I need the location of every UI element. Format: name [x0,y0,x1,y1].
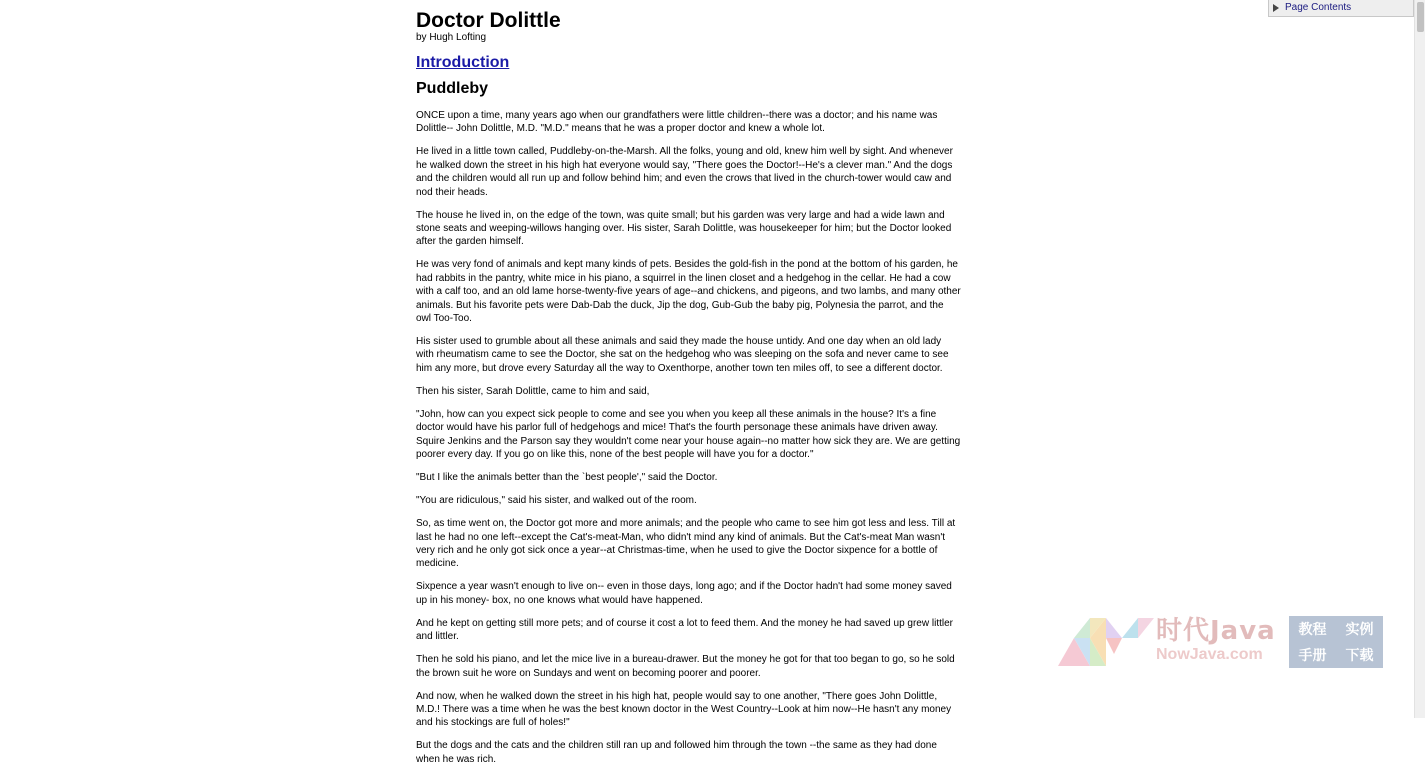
watermark [1058,614,1388,670]
disclosure-triangle-icon [1273,4,1279,12]
paragraph: And now, when he walked down the street in his high hat, people would say to one another, "There goes John Dolittle, M.D.! There was a time when he was the best known doctor in the West Country--Look at him now--He hasn't any money and his stockings are full of holes!" [416,690,952,729]
paragraph: He was very fond of animals and kept many kinds of pets. Besides the gold-fish in the pond at the bottom of his garden, he had rabbits in the pantry, white mice in his piano, a squirrel in the linen closet and a hedgehog in the cellar. He had a cow with a calf too, and an old lame horse-twenty-five years of age--and chickens, and pigeons, and two lambs, and many other animals. But his favorite pets were Dab-Dab the duck, Jip the dog, Gub-Gub the baby pig, Polynesia the parrot, and the owl Too-Too. [416,259,961,325]
watermark-logo-icon [1058,618,1154,666]
watermark-box-item: 下载 [1345,648,1374,664]
paragraph: The house he lived in, on the edge of the town, was quite small; but his garden was very large and had a wide lawn and stone seats and weeping-willows hanging over. His sister, Sarah Dolittle, was housekeeper for him; but the Doctor looked after the garden himself. [416,209,952,248]
page-contents-panel [1268,0,1414,17]
watermark-box-item: 实例 [1345,622,1374,638]
page-contents-toggle[interactable] [1269,0,1413,16]
watermark-brand-cn: 时代Java [1156,616,1276,646]
paragraph: Then his sister, Sarah Dolittle, came to him and said, [416,385,650,397]
paragraph: ONCE upon a time, many years ago when our grandfathers were little children--there was a doctor; and his name was Dolittle-- John Dolittle, M.D. "M.D." means that he was a proper doctor and knew a whole lot. [416,110,938,135]
paragraph: "John, how can you expect sick people to come and see you when you keep all these animals in the house? It's a fine doctor would have his parlor full of hedgehogs and mice! That's the fourth personage these animals have driven away. Squire Jenkins and the Parson say they wouldn't come near your house again--no matter how sick they are. We are getting poorer every day. If you go on like this, none of the best people will have you for a doctor." [416,408,961,461]
scrollbar-thumb[interactable] [1417,2,1424,32]
paragraph: He lived in a little town called, Puddleby-on-the-Marsh. All the folks, young and old, knew him well by sight. And whenever he walked down the street in his high hat everyone would say, "There goes the Doctor!--He's a clever man." And the dogs and the children would all run up and follow behind him; and even the crows that lived in the church-tower would caw and nod their heads. [416,146,953,198]
paragraph: "You are ridiculous," said his sister, and walked out of the room. [416,495,697,507]
paragraph: Sixpence a year wasn't enough to live on-- even in those days, long ago; and if the Doctor hadn't had some money saved up in his money- box, no one knows what would have happened. [416,581,952,606]
watermark-box-item: 手册 [1298,648,1327,664]
article [416,8,961,776]
paragraph: And he kept on getting still more pets; and of course it cost a lot to feed them. And the money he had saved up grew littler and littler. [416,617,953,643]
watermark-box-item: 教程 [1298,622,1327,638]
paragraph: So, as time went on, the Doctor got more and more animals; and the people who came to see him got less and less. Till at last he had no one left--except the Cat's-meat-Man, who didn't mind any kind of animals. But the Cat's-meat Man wasn't very rich and he only got sick once a year--at Christmas-time, when he used to give the Doctor sixpence for a bottle of medicine. [416,518,956,570]
watermark-brand-en: NowJava.com [1156,646,1263,663]
introduction-link[interactable]: Introduction [416,54,510,71]
watermark-box [1289,616,1383,668]
paragraph: Then he sold his piano, and let the mice live in a bureau-drawer. But the money he got for that too began to go, so he sold the brown suit he wore on Sundays and went on becoming poorer and poorer. [416,654,955,679]
book-author: by Hugh Lofting [416,32,487,43]
paragraph: But the dogs and the cats and the children still ran up and followed him through the town --the same as they had done when he was rich. [416,740,937,765]
page-contents-label: Page Contents [1285,2,1352,13]
paragraph: "But I like the animals better than the `best people'," said the Doctor. [416,472,718,484]
chapter-title: Puddleby [416,80,489,97]
vertical-scrollbar[interactable] [1414,0,1425,718]
paragraph: His sister used to grumble about all these animals and said they made the house untidy. And one day when an old lady with rheumatism came to see the Doctor, she sat on the hedgehog who was sleeping on the sofa and never came to see him any more, but drove every Saturday all the way to Oxenthorpe, another town ten miles off, to see a different doctor. [416,336,949,374]
book-title: Doctor Dolittle [416,9,561,32]
